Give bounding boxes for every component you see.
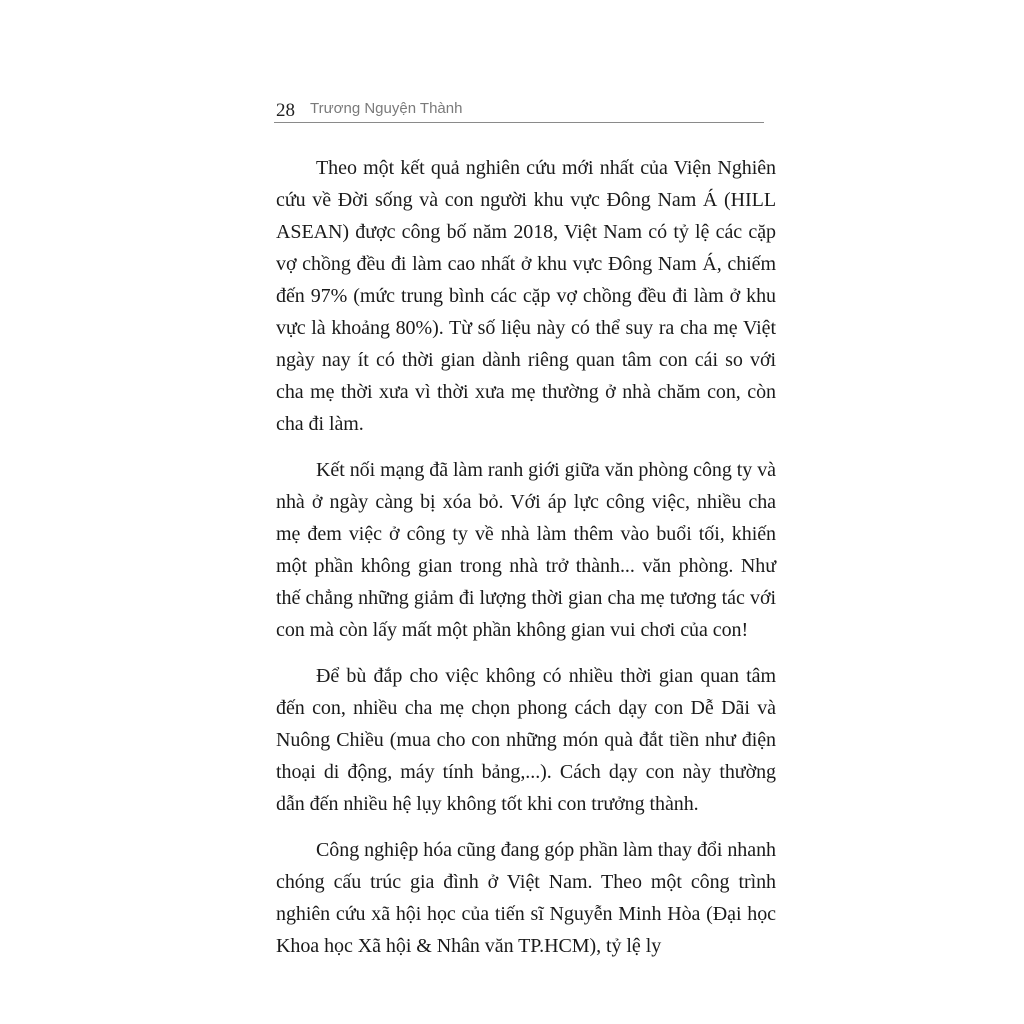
paragraph: Kết nối mạng đã làm ranh giới giữa văn phòng công ty và nhà ở ngày càng bị xóa bỏ. Với áp lực công việc, nhiều cha mẹ đem việc ở công ty về nhà làm thêm vào buổi tối, khiến một phần không gian trong nhà trở thành... văn phòng. Như thế chẳng những giảm đi lượng thời gian cha mẹ tương tác với con mà còn lấy mất một phần không gian vui chơi của con! — [276, 459, 776, 641]
paragraph: Theo một kết quả nghiên cứu mới nhất của Viện Nghiên cứu về Đời sống và con người khu vực Đông Nam Á (HILL ASEAN) được công bố năm 2018, Việt Nam có tỷ lệ các cặp vợ chồng đều đi làm cao nhất ở khu vực Đông Nam Á, chiếm đến 97% (mức trung bình các cặp vợ chồng đều đi làm ở khu vực là khoảng 80%). Từ số liệu này có thể suy ra cha mẹ Việt ngày nay ít có thời gian dành riêng quan tâm con cái so với cha mẹ thời xưa vì thời xưa mẹ thường ở nhà chăm con, còn cha đi làm. — [276, 157, 776, 435]
page-number: 28 — [276, 100, 295, 121]
body-text — [276, 152, 776, 976]
paragraph: Để bù đắp cho việc không có nhiều thời gian quan tâm đến con, nhiều cha mẹ chọn phong cách dạy con Dễ Dãi và Nuông Chiều (mua cho con những món quà đắt tiền như điện thoại di động, máy tính bảng,...). Cách dạy con này thường dẫn đến nhiều hệ lụy không tốt khi con trưởng thành. — [276, 665, 776, 815]
author-name: Trương Nguyện Thành — [310, 100, 463, 117]
paragraph: Công nghiệp hóa cũng đang góp phần làm thay đổi nhanh chóng cấu trúc gia đình ở Việt Nam. Theo một công trình nghiên cứu xã hội học của tiến sĩ Nguyễn Minh Hòa (Đại học Khoa học Xã hội & Nhân văn TP.HCM), tỷ lệ ly — [276, 839, 776, 957]
running-head — [274, 98, 764, 123]
